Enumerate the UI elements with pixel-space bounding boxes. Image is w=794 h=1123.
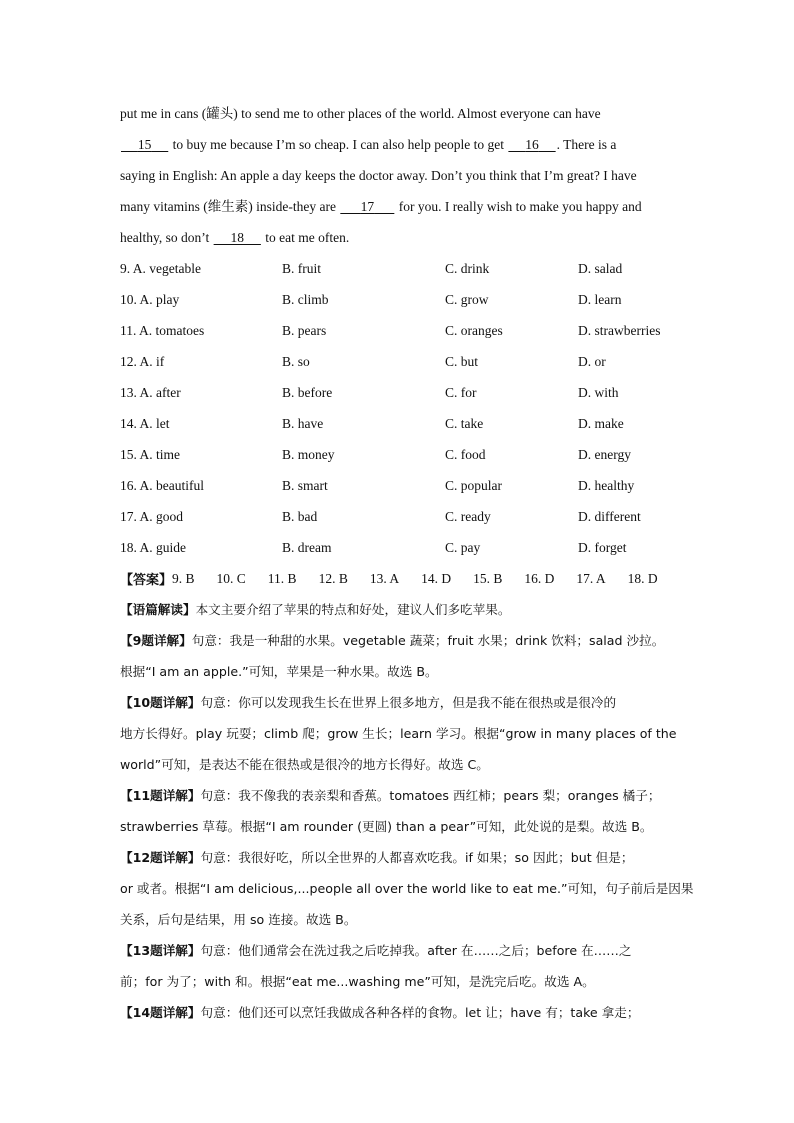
blank-17: 17: [360, 199, 375, 214]
option-a: 18. A. guide: [120, 539, 186, 555]
explanation-13-cont: 前；for 为了；with 和。根据“eat me...washing me”可知，是洗完后吃。故选 A。: [120, 974, 595, 989]
option-d: D. make: [578, 415, 624, 431]
option-row-12: [120, 346, 680, 377]
option-d: D. healthy: [578, 477, 635, 493]
option-a: 12. A. if: [120, 353, 165, 369]
option-row-17: [120, 501, 680, 532]
option-row-13: [120, 377, 680, 408]
option-b: B. dream: [282, 539, 332, 555]
options-list: [120, 253, 680, 563]
option-b: B. smart: [282, 477, 328, 493]
answer-item: 13. A: [369, 570, 400, 586]
passage-line: saying in English: An apple a day keeps the doctor away. Don’t you think that I’m great? I have: [120, 168, 637, 183]
option-row-10: [120, 284, 680, 315]
explanation-9: 【9题详解】句意：我是一种甜的水果。vegetable 蔬菜；fruit 水果；drink 饮料；salad 沙拉。: [120, 633, 665, 648]
option-c: C. pay: [445, 539, 481, 555]
blank-18: 18: [230, 230, 244, 245]
explanation-9-cont: 根据“I am an apple.”可知，苹果是一种水果。故选 B。: [120, 664, 438, 679]
explanation-12-cont: or 或者。根据“I am delicious,...people all over the world like to eat me.”可知，句子前后是因果: [120, 881, 694, 896]
passage-line: 15 to buy me because I’m so cheap. I can also help people to get 16 . There is a: [120, 129, 680, 160]
option-c: C. take: [445, 415, 484, 431]
option-d: D. learn: [578, 291, 622, 307]
option-c: C. oranges: [445, 322, 503, 338]
option-a: 15. A. time: [120, 446, 180, 462]
option-c: C. for: [445, 384, 477, 400]
option-d: D. energy: [578, 446, 631, 462]
answer-item: 12. B: [318, 570, 348, 586]
option-d: D. strawberries: [578, 322, 661, 338]
option-c: C. drink: [445, 260, 490, 276]
answer-item: 18. D: [627, 570, 658, 586]
passage: [120, 98, 680, 253]
answer-item: 17. A: [576, 570, 606, 586]
option-row-16: [120, 470, 680, 501]
option-a: 16. A. beautiful: [120, 477, 204, 493]
text-analysis: 【语篇解读】本文主要介绍了苹果的特点和好处，建议人们多吃苹果。: [120, 602, 511, 617]
option-a: 10. A. play: [120, 291, 180, 307]
option-b: B. bad: [282, 508, 318, 524]
explanation-13: 【13题详解】句意：他们通常会在洗过我之后吃掉我。after 在……之后；before 在……之: [120, 943, 632, 958]
option-d: D. or: [578, 353, 606, 369]
option-b: B. fruit: [282, 260, 321, 276]
explanation-10-cont: 地方长得好。play 玩耍；climb 爬；grow 生长；learn 学习。根据“grow in many places of the: [120, 726, 677, 741]
option-b: B. so: [282, 353, 310, 369]
option-d: D. forget: [578, 539, 627, 555]
option-d: D. salad: [578, 260, 623, 276]
answer-item: 11. B: [267, 570, 297, 586]
blank-16: 16: [525, 137, 539, 152]
option-d: D. with: [578, 384, 619, 400]
option-d: D. different: [578, 508, 641, 524]
option-c: C. ready: [445, 508, 491, 524]
explanation-10-cont: world”可知，是表达不能在很热或是很冷的地方长得好。故选 C。: [120, 757, 489, 772]
option-a: 9. A. vegetable: [120, 260, 201, 276]
answer-item: 10. C: [216, 570, 246, 586]
option-a: 13. A. after: [120, 384, 181, 400]
option-row-9: [120, 253, 680, 284]
explanation-14: 【14题详解】句意：他们还可以烹饪我做成各种各样的食物。let 让；have 有；take 拿走；: [120, 1005, 640, 1020]
answer-item: 16. D: [524, 570, 555, 586]
option-a: 11. A. tomatoes: [120, 322, 205, 338]
option-c: C. but: [445, 353, 479, 369]
option-c: C. popular: [445, 477, 502, 493]
option-row-15: [120, 439, 680, 470]
answer-item: 15. B: [473, 570, 503, 586]
option-b: B. before: [282, 384, 333, 400]
passage-line: many vitamins (维生素) inside-they are 17 for you. I really wish to make you happy and: [120, 191, 680, 222]
explanations: [120, 594, 694, 1028]
passage-line: put me in cans (罐头) to send me to other places of the world. Almost everyone can have: [120, 106, 601, 121]
passage-line: healthy, so don’t 18 to eat me often.: [120, 222, 680, 253]
option-row-14: [120, 408, 680, 439]
option-a: 14. A. let: [120, 415, 170, 431]
option-c: C. food: [445, 446, 486, 462]
answer-tag: 【答案】: [120, 573, 173, 588]
option-b: B. pears: [282, 322, 327, 338]
option-c: C. grow: [445, 291, 489, 307]
option-b: B. have: [282, 415, 324, 431]
option-row-11: [120, 315, 680, 346]
explanation-12: 【12题详解】句意：我很好吃，所以全世界的人都喜欢吃我。if 如果；so 因此；but 但是；: [120, 850, 634, 865]
explanation-10: 【10题详解】句意：你可以发现我生长在世界上很多地方，但是我不能在很热或是很冷的: [120, 695, 617, 710]
document-body: [120, 98, 694, 1028]
option-a: 17. A. good: [120, 508, 184, 524]
option-row-18: [120, 532, 680, 563]
explanation-12-cont: 关系，后句是结果，用 so 连接。故选 B。: [120, 912, 357, 927]
answer-key: [120, 563, 680, 594]
option-b: B. money: [282, 446, 335, 462]
answer-item: 9. B: [172, 570, 195, 586]
option-b: B. climb: [282, 291, 329, 307]
answer-item: 14. D: [421, 570, 452, 586]
blank-15: 15: [137, 137, 152, 152]
explanation-11: 【11题详解】句意：我不像我的表亲梨和香蕉。tomatoes 西红柿；pears 梨；oranges 橘子；: [120, 788, 661, 803]
explanation-11-cont: strawberries 草莓。根据“I am rounder (更圆) than a pear”可知，此处说的是梨。故选 B。: [120, 819, 653, 834]
